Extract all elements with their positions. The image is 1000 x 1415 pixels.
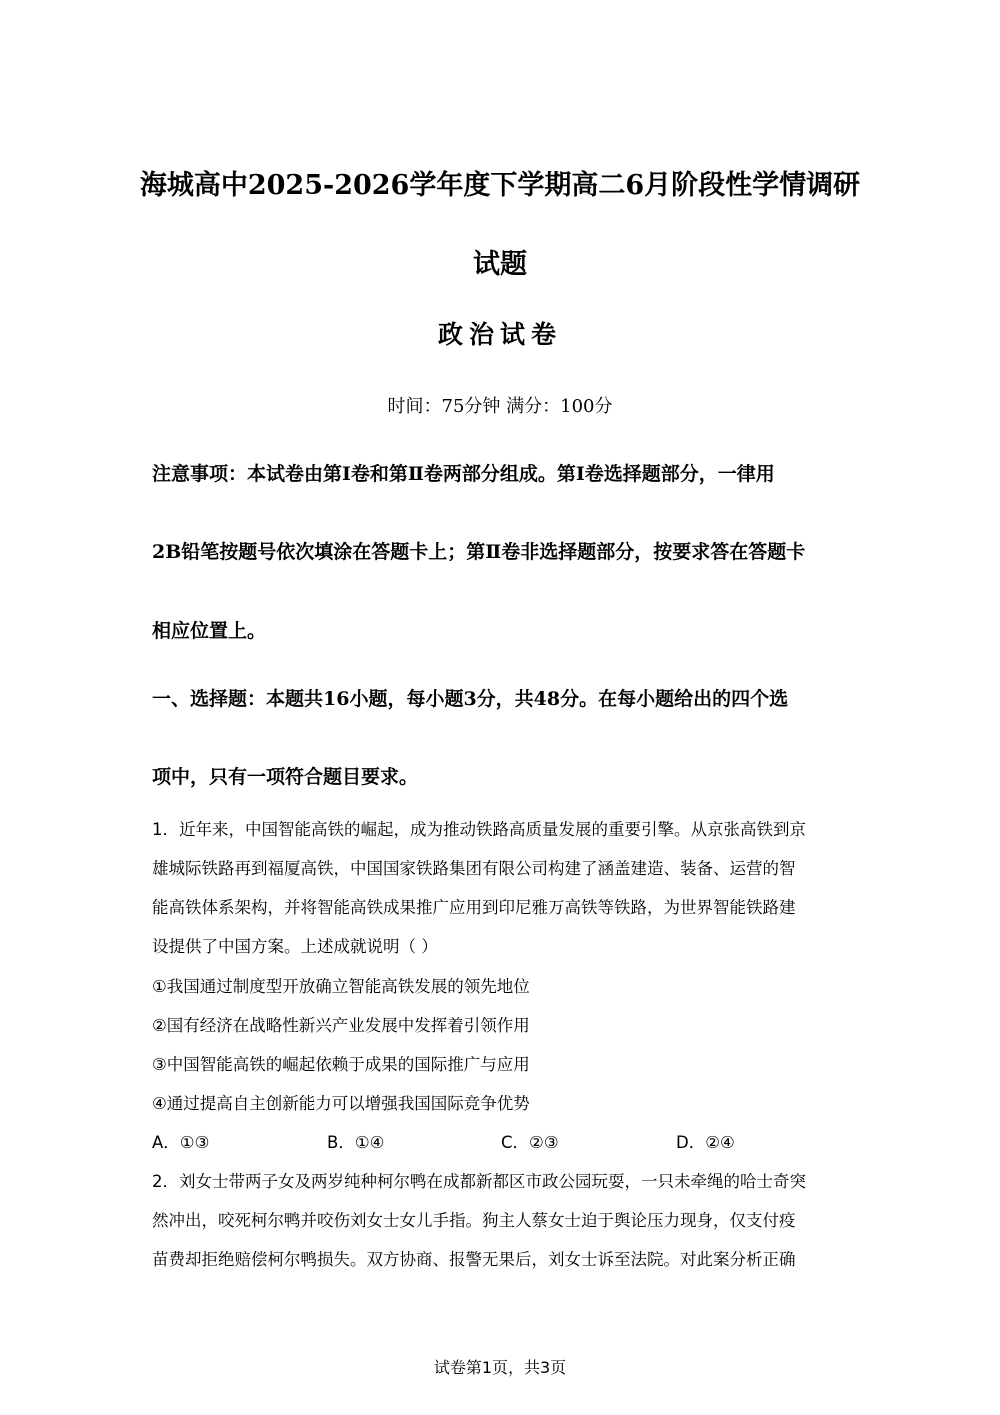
question-1-statement: ③中国智能高铁的崛起依赖于成果的国际推广与应用 bbox=[152, 1055, 530, 1074]
question-2-stem-line: 然冲出，咬死柯尔鸭并咬伤刘女士女儿手指。狗主人蔡女士迫于舆论压力现身，仅支付疫 bbox=[152, 1211, 796, 1230]
question-1-stem-line: 1．近年来，中国智能高铁的崛起，成为推动铁路高质量发展的重要引擎。从京张高铁到京 bbox=[152, 820, 806, 839]
time-info: 时间：75分钟 满分：100分 bbox=[387, 396, 613, 417]
notice-line: 注意事项：本试卷由第Ⅰ卷和第Ⅱ卷两部分组成。第Ⅰ卷选择题部分，一律用 bbox=[152, 463, 775, 485]
question-1-stem-line: 雄城际铁路再到福厦高铁，中国国家铁路集团有限公司构建了涵盖建造、装备、运营的智 bbox=[152, 859, 796, 878]
question-1-option-b: B．①④ bbox=[327, 1133, 385, 1152]
question-1-statement: ①我国通过制度型开放确立智能高铁发展的领先地位 bbox=[152, 977, 530, 996]
exam-title-line1: 海城高中2025-2026学年度下学期高二6月阶段性学情调研 bbox=[139, 170, 861, 201]
question-1-statement: ④通过提高自主创新能力可以增强我国国际竞争优势 bbox=[152, 1094, 530, 1113]
section-heading-line: 一、选择题：本题共16小题，每小题3分，共48分。在每小题给出的四个选 bbox=[152, 688, 789, 710]
notice-line: 相应位置上。 bbox=[152, 620, 267, 642]
question-1-statement: ②国有经济在战略性新兴产业发展中发挥着引领作用 bbox=[152, 1016, 530, 1035]
page-footer: 试卷第1页，共3页 bbox=[433, 1358, 567, 1377]
subject-title: 政治试卷 bbox=[437, 320, 562, 349]
section-heading-line: 项中，只有一项符合题目要求。 bbox=[152, 766, 419, 788]
question-1-option-c: C．②③ bbox=[501, 1133, 559, 1152]
question-1-option-d: D．②④ bbox=[676, 1133, 735, 1152]
question-1-stem-line: 设提供了中国方案。上述成就说明（ ） bbox=[152, 937, 438, 956]
exam-title-line2: 试题 bbox=[473, 249, 527, 280]
question-1-stem-line: 能高铁体系架构，并将智能高铁成果推广应用到印尼雅万高铁等铁路，为世界智能铁路建 bbox=[152, 898, 796, 917]
question-2-stem-line: 苗费却拒绝赔偿柯尔鸭损失。双方协商、报警无果后，刘女士诉至法院。对此案分析正确 bbox=[152, 1250, 796, 1269]
question-1-option-a: A．①③ bbox=[152, 1133, 210, 1152]
notice-line: 2B铅笔按题号依次填涂在答题卡上；第Ⅱ卷非选择题部分，按要求答在答题卡 bbox=[152, 541, 806, 563]
question-2-stem-line: 2．刘女士带两子女及两岁纯种柯尔鸭在成都新都区市政公园玩耍，一只未牵绳的哈士奇突 bbox=[152, 1172, 806, 1191]
